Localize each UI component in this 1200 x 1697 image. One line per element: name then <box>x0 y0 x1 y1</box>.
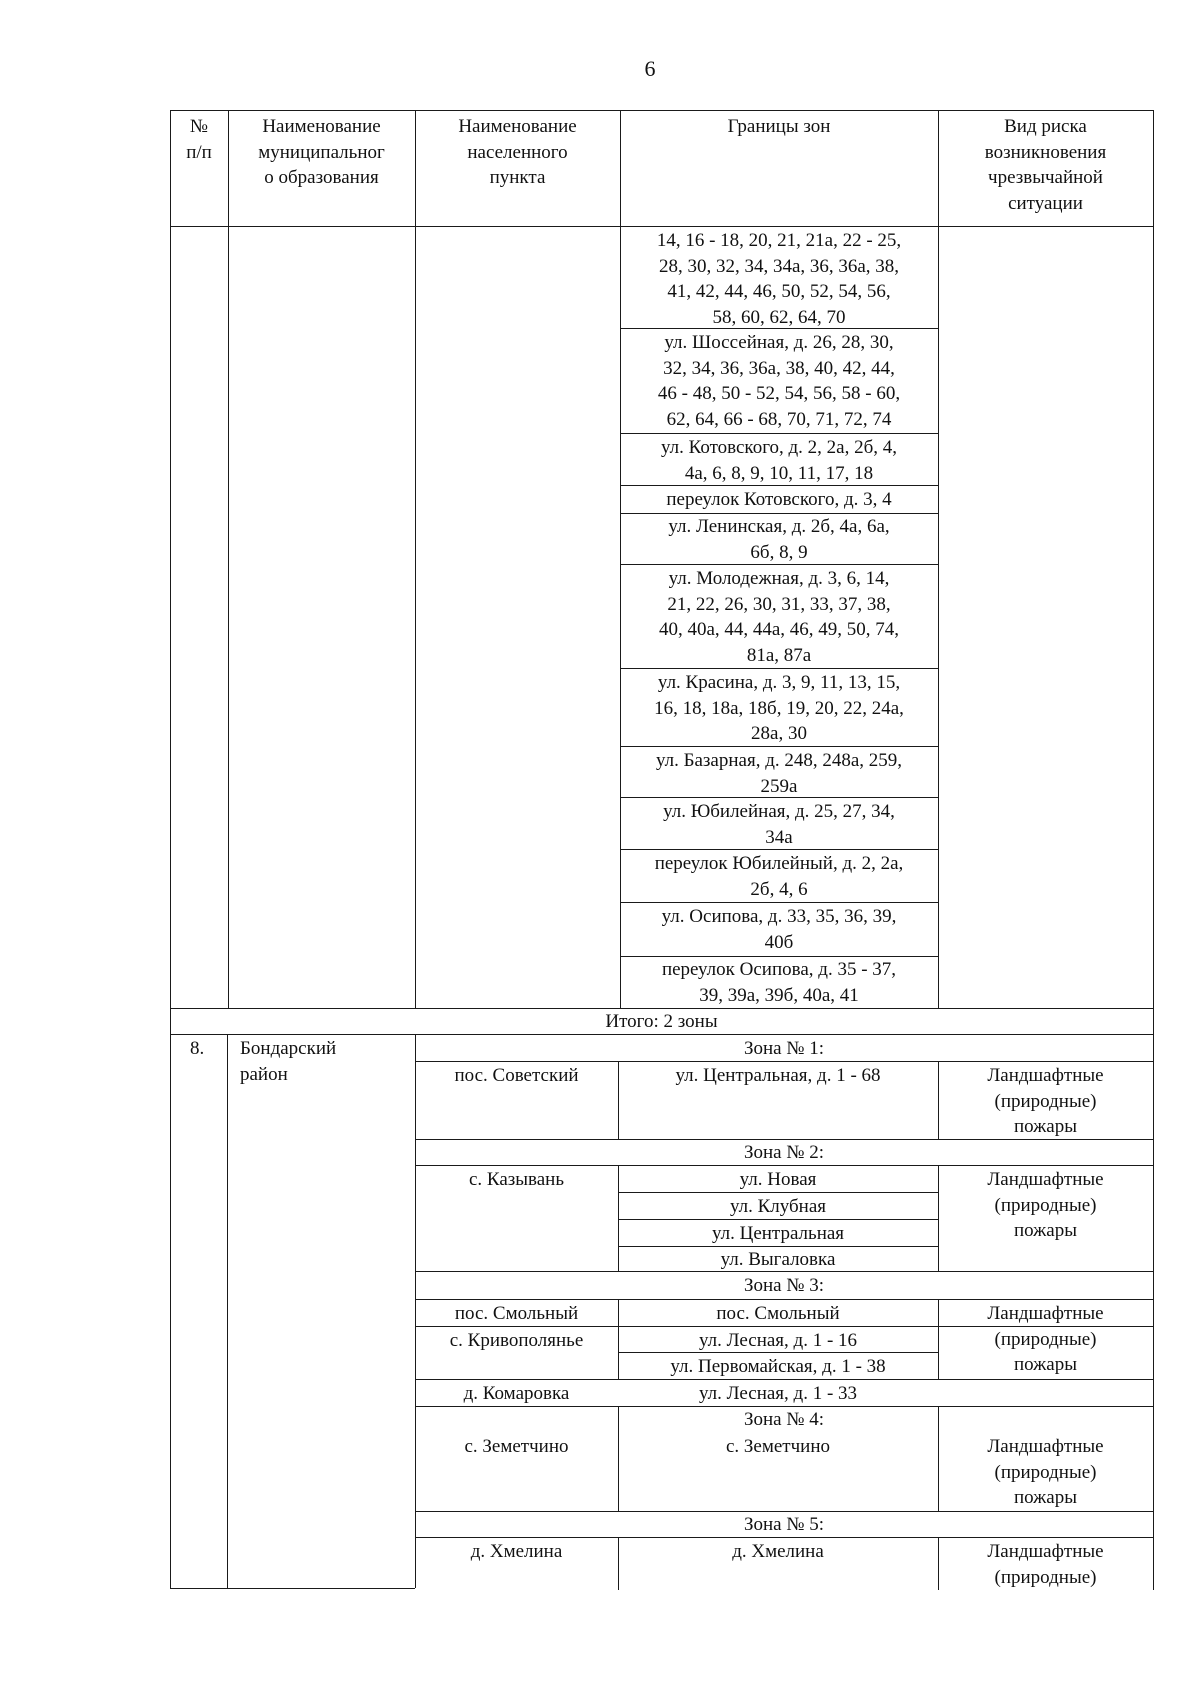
zone-title: Зона № 5: <box>743 1514 825 1535</box>
border-cell: ул. Базарная, д. 248, 248а, 259, 259а <box>655 750 903 797</box>
header-municipality: Наименование муниципальног о образования <box>258 116 385 188</box>
border-cell: ул. Молодежная, д. 3, 6, 14, 21, 22, 26, 30, 31, 33, 37, 38, 40, 40а, 44, 44а, 46, 49, 50, 74, 81а, 87а <box>658 568 900 666</box>
total-row: Итого: 2 зоны <box>605 1011 718 1032</box>
risk-cell: Ландшафтные (природные) пожары <box>987 1065 1104 1137</box>
locality-cell: д. Комаровка <box>463 1383 570 1404</box>
border-cell: д. Хмелина <box>732 1541 824 1562</box>
zone-title: Зона № 2: <box>743 1142 825 1163</box>
border-cell: ул. Центральная, д. 1 - 68 <box>675 1065 881 1086</box>
page-number: 6 <box>644 56 656 81</box>
header-locality: Наименование населенного пункта <box>458 116 577 188</box>
border-cell: ул. Юбилейная, д. 25, 27, 34, 34а <box>663 801 895 848</box>
locality-cell: с. Земетчино <box>464 1436 569 1457</box>
risk-cell: Ландшафтные (природные) пожары <box>987 1169 1104 1241</box>
locality-cell: пос. Смольный <box>454 1303 579 1324</box>
border-cell: ул. Новая <box>739 1169 817 1190</box>
district-number: 8. <box>190 1038 205 1059</box>
border-cell: пос. Смольный <box>716 1303 840 1324</box>
border-cell: ул. Лесная, д. 1 - 33 <box>698 1383 858 1404</box>
border-cell: ул. Центральная <box>711 1223 845 1244</box>
zone-title: Зона № 3: <box>743 1275 825 1296</box>
border-cell: ул. Лесная, д. 1 - 16 <box>698 1330 858 1351</box>
header-risk: Вид риска возникновения чрезвычайной ситуации <box>984 116 1107 214</box>
border-cell: ул. Котовского, д. 2, 2а, 2б, 4, 4а, 6, 8, 9, 10, 11, 17, 18 <box>660 437 898 484</box>
border-cell: 14, 16 - 18, 20, 21, 21а, 22 - 25, 28, 30, 32, 34, 34а, 36, 36а, 38, 41, 42, 44, 46, 50, 52, 54, 56, 58, 60, 62, 64, 70 <box>656 230 902 328</box>
border-cell: ул. Клубная <box>729 1196 827 1217</box>
zone-title: Зона № 1: <box>743 1038 825 1059</box>
border-cell: ул. Осипова, д. 33, 35, 36, 39, 40б <box>661 906 897 953</box>
border-cell: с. Земетчино <box>725 1436 831 1457</box>
locality-cell: с. Кривополянье <box>449 1330 584 1351</box>
risk-cell: Ландшафтные (природные) пожары <box>987 1436 1104 1508</box>
district-name: Бондарский район <box>240 1038 337 1085</box>
header-borders: Границы зон <box>727 116 831 137</box>
border-cell: ул. Выгаловка <box>720 1249 836 1270</box>
border-cell: ул. Первомайская, д. 1 - 38 <box>670 1356 886 1377</box>
border-cell: переулок Юбилейный, д. 2, 2а, 2б, 4, 6 <box>654 853 904 900</box>
border-cell: переулок Осипова, д. 35 - 37, 39, 39а, 39б, 40а, 41 <box>661 959 897 1006</box>
locality-cell: с. Казывань <box>468 1169 565 1190</box>
border-cell: ул. Красина, д. 3, 9, 11, 13, 15, 16, 18, 18а, 18б, 19, 20, 22, 24а, 28а, 30 <box>654 672 904 744</box>
risk-cell: Ландшафтные (природные) пожары <box>987 1303 1104 1375</box>
header-number: № п/п <box>186 116 212 163</box>
border-cell: переулок Котовского, д. 3, 4 <box>666 489 892 510</box>
border-cell: ул. Шоссейная, д. 26, 28, 30, 32, 34, 36, 36а, 38, 40, 42, 44, 46 - 48, 50 - 52, 54, 56, 58 - 60, 62, 64, 66 - 68, 70, 71, 72, 74 <box>657 332 901 430</box>
locality-cell: пос. Советский <box>454 1065 579 1086</box>
risk-cell: Ландшафтные (природные) <box>987 1541 1104 1588</box>
border-cell: ул. Ленинская, д. 2б, 4а, 6а, 6б, 8, 9 <box>668 516 890 563</box>
zone-title: Зона № 4: <box>743 1409 825 1430</box>
locality-cell: д. Хмелина <box>470 1541 563 1562</box>
